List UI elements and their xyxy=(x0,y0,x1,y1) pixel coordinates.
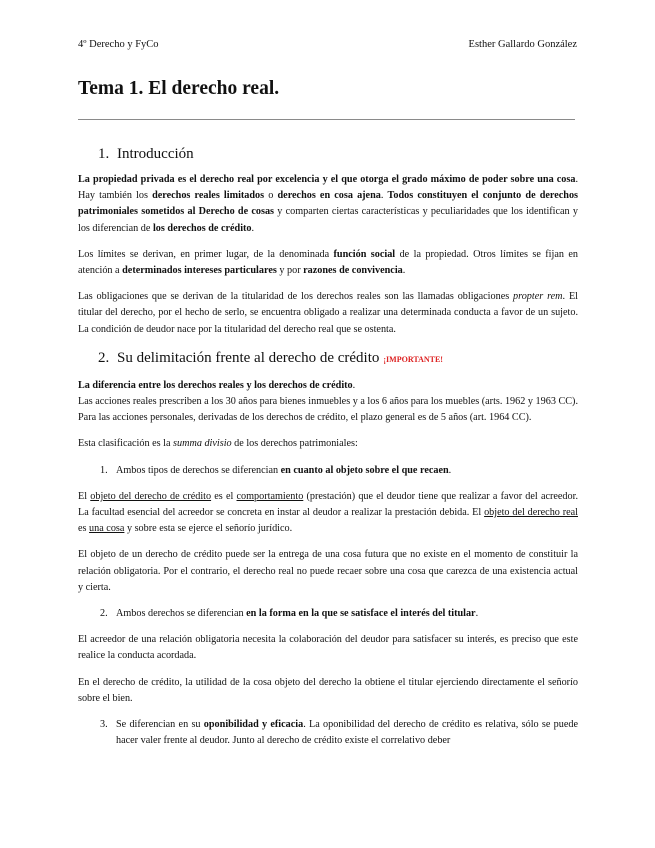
s2p4-text-c: es el xyxy=(211,490,237,502)
s1p3-text-c: . El titular del derecho, por el hecho de serlo, se encuentra obligado a realizar una determinada conducta a favor de un sujeto. La condición de deudor nace por la titularidad del derecho real que se ostenta. xyxy=(78,291,578,335)
s1p1-text-j: . xyxy=(251,222,255,234)
s2-paragraph-7: En el derecho de crédito, la utilidad de la cosa objeto del derecho la obtiene el titular ejerciendo directamente el señorío sobre el bien. xyxy=(78,676,578,704)
list-item-1-text xyxy=(116,463,578,479)
section-2-heading xyxy=(98,348,578,370)
s1p3-italic-b: propter rem xyxy=(513,291,563,303)
s1p2-text-a: Los límites se derivan, en primer lugar, de la denominada xyxy=(78,248,334,260)
s1p2-bold-b: función social xyxy=(333,248,396,260)
li1-bold-b: en cuanto al objeto sobre el que recaen xyxy=(280,464,449,476)
li3-text-a: Se diferencian en su xyxy=(116,719,204,731)
li2-bold-b: en la forma en la que se satisface el interés del titular xyxy=(246,608,476,620)
s1p1-bold-c: derechos reales limitados xyxy=(152,190,265,202)
s2p4-text-i: y sobre esta se ejerce el señorío jurídico. xyxy=(124,523,293,535)
s1-paragraph-3 xyxy=(78,289,578,338)
document-body xyxy=(78,144,578,759)
s2p4-underline-f: objeto del derecho real xyxy=(484,507,578,519)
s2-paragraph-3 xyxy=(78,436,578,452)
li3-bold-b: oponibilidad y eficacia xyxy=(203,719,304,731)
list-item-3 xyxy=(100,717,578,749)
s2-paragraph-6: El acreedor de una relación obligatoria necesita la colaboración del deudor para satisfacer su interés, es preciso que este realice la conducta acordada. xyxy=(78,634,578,662)
li3-text-c: . La oponibilidad del derecho de crédito es relativa, sólo se puede hacer valer frente al deudor. Junto al derecho de crédito existe el correlativo deber xyxy=(116,719,578,747)
section-1-number: 1. xyxy=(98,146,110,162)
li2-text-c: . xyxy=(475,608,479,620)
s1p2-bold-d: determinados intereses particulares xyxy=(122,265,277,277)
li1-text-a: Ambos tipos de derechos se diferencian xyxy=(116,464,281,476)
s1-paragraph-1 xyxy=(78,172,578,237)
header-course: 4º Derecho y FyCo xyxy=(78,39,159,50)
s1p1-text-b: . Hay también los xyxy=(78,174,578,202)
list-item-2 xyxy=(100,606,578,622)
section-1-title: Introducción xyxy=(117,146,194,162)
s1p2-text-g: . xyxy=(402,265,406,277)
s1p1-text-f: . xyxy=(380,190,388,202)
s1-paragraph-2 xyxy=(78,247,578,279)
s2p4-text-e: (prestación) que el deudor tiene que realizar a favor del acreedor. La facultad esencial del acreedor se concreta en instar al deudor a realizar la prestación debida. El xyxy=(78,490,578,519)
list-item-3-number: 3. xyxy=(100,719,108,731)
list-item-2-number: 2. xyxy=(100,608,108,620)
s2p1-bold: La diferencia entre los derechos reales y los derechos de crédito xyxy=(78,379,353,391)
s1p1-bold-a: La propiedad privada es el derecho real por excelencia y el que otorga el grado máximo de poder sobre una cosa xyxy=(78,174,576,185)
s2p4-underline-h: una cosa xyxy=(89,523,125,535)
list-item-2-text xyxy=(116,606,578,622)
s1p2-text-c: de la propiedad. Otros límites se fijan en atención a xyxy=(78,248,578,277)
list-item-3-text xyxy=(116,717,578,749)
s1p2-text-e: y por xyxy=(276,265,304,277)
s1p2-bold-f: razones de convivencia xyxy=(303,265,403,277)
s2p4-underline-d: comportamiento xyxy=(236,490,304,502)
list-item-1-number: 1. xyxy=(100,464,108,476)
section-2-title: Su delimitación frente al derecho de crédito xyxy=(117,349,380,366)
s2p3-text-a: Esta clasificación es la xyxy=(78,438,174,450)
s1p3-text-a: Las obligaciones que se derivan de la titularidad de los derechos reales son las llamadas obligaciones xyxy=(78,291,514,303)
list-item-1 xyxy=(100,463,578,479)
s2p3-italic-b: summa divisio xyxy=(173,438,232,450)
s2-paragraph-5: El objeto de un derecho de crédito puede ser la entrega de una cosa futura que no existe en el momento de constituir la relación obligatoria. Por el contrario, el derecho real no puede recaer sobre una cosa que carezca de una existencia actual y cierta. xyxy=(78,549,578,593)
s2-paragraph-2: Las acciones reales prescriben a los 30 años para bienes inmuebles y a los 6 años para los muebles (arts. 1962 y 1963 CC). Para las acciones personales, derivadas de los derechos de crédito, el plazo general es de 5 años (art. 1964 CC). xyxy=(78,396,578,424)
s2p4-text-g: es xyxy=(78,523,90,535)
s1p1-bold-i: los derechos de crédito xyxy=(152,222,252,234)
li1-text-c: . xyxy=(448,464,452,476)
header-author: Esther Gallardo González xyxy=(468,39,577,50)
s1p1-bold-g: Todos constituyen el conjunto de derechos patrimoniales sometidos al Derecho de cosas xyxy=(78,190,579,218)
s1p1-text-d: o xyxy=(264,190,278,202)
important-badge: ¡IMPORTANTE! xyxy=(383,354,443,364)
section-1-heading xyxy=(98,144,578,164)
s1p1-bold-e: derechos en cosa ajena xyxy=(277,190,381,202)
s2p4-text-a: El xyxy=(78,490,91,502)
s2p1-dot: . xyxy=(352,379,356,391)
s2p4-underline-b: objeto del derecho de crédito xyxy=(90,490,212,502)
li2-text-a: Ambos derechos se diferencian xyxy=(116,608,247,620)
s2-paragraph-4 xyxy=(78,489,578,538)
s2p3-text-c: de los derechos patrimoniales: xyxy=(231,438,358,450)
section-2-number: 2. xyxy=(98,349,110,366)
title-divider xyxy=(78,119,575,120)
s1p1-text-h: y comparten ciertas características y peculiaridades que los identifican y los diferencian de xyxy=(78,206,578,234)
page-title: Tema 1. El derecho real. xyxy=(78,78,280,99)
s2-paragraph-1 xyxy=(78,378,578,394)
